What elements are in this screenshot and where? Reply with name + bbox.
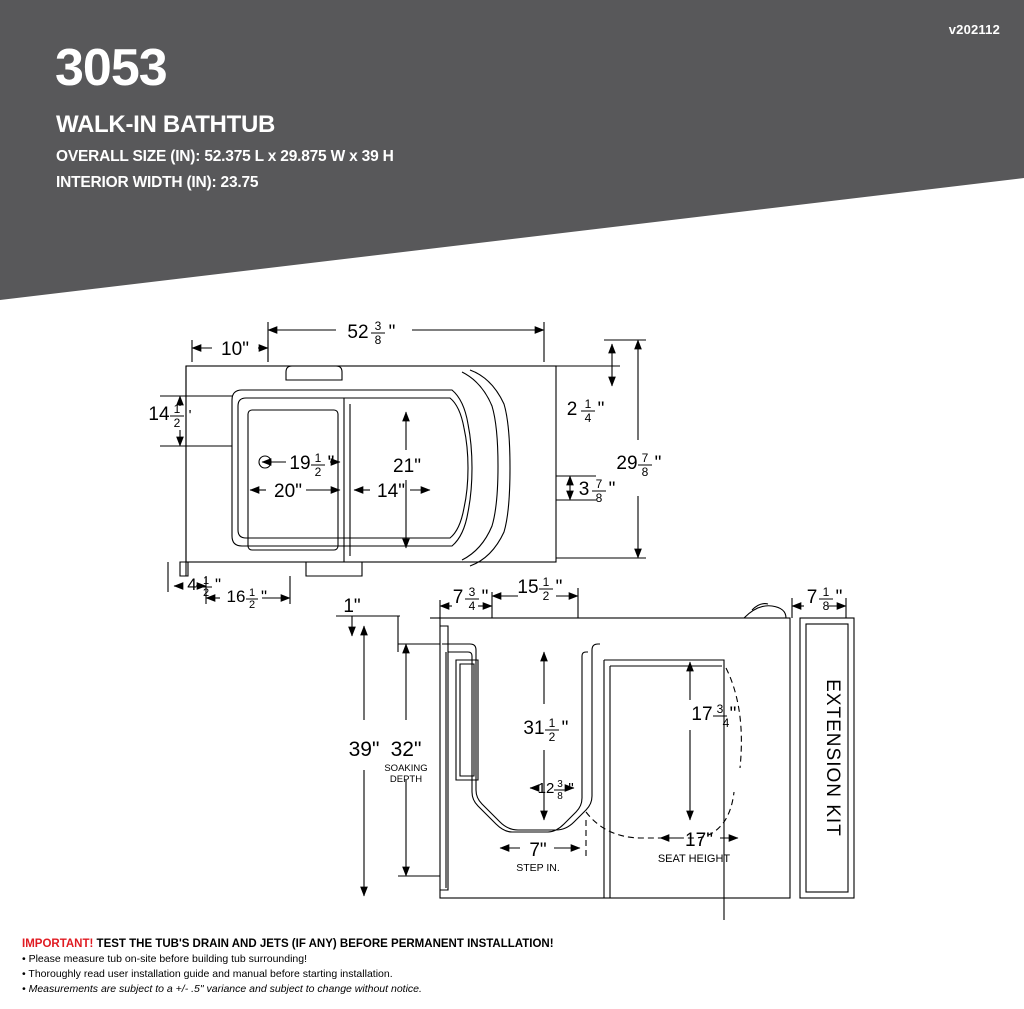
- dim-width-den: 8: [641, 465, 649, 479]
- dim-right-b-num: 7: [595, 477, 603, 491]
- extension-kit-label: EXTENSION KIT: [822, 679, 843, 837]
- dim-soaking-32: 32": [390, 738, 422, 761]
- important-line: [22, 938, 922, 950]
- dim-1512-unit: ": [555, 577, 563, 598]
- dim-1512-num: 1: [542, 575, 550, 589]
- soaking-label-line2: DEPTH: [389, 774, 423, 785]
- dim-door-offset: 10": [221, 339, 249, 360]
- dim-left-depth-whole: 14: [148, 404, 170, 425]
- dim-door-h-unit: ": [561, 718, 569, 739]
- dim-door-h-den: 2: [548, 730, 556, 744]
- dim-734-den: 4: [468, 599, 476, 613]
- dim-inner-14: 14": [377, 481, 405, 502]
- dim-right-b-den: 8: [595, 491, 603, 505]
- important-rest: TEST THE TUB'S DRAIN AND JETS (IF ANY) BEFORE PERMANENT INSTALLATION!: [93, 938, 554, 950]
- important-word: IMPORTANT!: [22, 938, 94, 950]
- dim-height-39: 39": [348, 738, 380, 761]
- dim-bot-a-num: 1: [202, 575, 210, 587]
- dim-back-den: 4: [722, 716, 730, 730]
- dim-topright-unit: ": [597, 399, 605, 420]
- dim-1512-whole: 15: [517, 577, 539, 598]
- dim-topright-whole: 2: [566, 399, 578, 420]
- interior-width-label: INTERIOR WIDTH (IN): 23.75: [56, 174, 259, 191]
- dim-seat-w-unit: ": [327, 453, 335, 474]
- footer-note-1: • Thoroughly read user installation guide and manual before starting installation.: [22, 968, 393, 980]
- dim-734-unit: ": [481, 587, 489, 608]
- dim-seat-w-num: 1: [314, 451, 322, 465]
- dim-length-whole: 52: [347, 322, 369, 343]
- dim-inner-21: 21": [393, 456, 421, 477]
- dim-width-whole: 29: [616, 453, 638, 474]
- dim-seat-17: 17": [685, 830, 713, 851]
- dim-length-den: 8: [374, 333, 382, 347]
- dim-step-in: 7": [529, 840, 547, 861]
- dim-bot-b-whole: 16: [226, 587, 246, 606]
- dim-back-whole: 17: [691, 704, 713, 725]
- model-number: 3053: [55, 39, 167, 97]
- dim-thresh-whole: 12: [537, 780, 555, 797]
- dim-thresh-unit: ": [568, 780, 574, 797]
- footer-note-0: • Please measure tub on-site before building tub surrounding!: [22, 953, 308, 965]
- dim-734-whole: 7: [452, 587, 464, 608]
- dim-718-whole: 7: [806, 587, 818, 608]
- dim-width-num: 7: [641, 451, 649, 465]
- dim-seat-w-whole: 19: [289, 453, 311, 474]
- dim-bot-a-whole: 4: [187, 575, 197, 594]
- dim-734-num: 3: [468, 585, 476, 599]
- dim-inner-20: 20": [274, 481, 302, 502]
- soaking-label-line1: SOAKING: [384, 763, 428, 774]
- product-type: WALK-IN BATHTUB: [56, 111, 276, 138]
- dim-length-unit: ": [388, 322, 396, 343]
- footer-note-2: • Measurements are subject to a +/- .5" variance and subject to change without notice.: [22, 983, 422, 995]
- dim-thresh-den: 8: [557, 791, 563, 802]
- dim-left-depth-num: 1: [173, 402, 181, 416]
- dim-718-unit: ": [835, 587, 843, 608]
- dim-seat-w-den: 2: [314, 465, 322, 479]
- dim-bot-a-den: 2: [202, 587, 210, 599]
- dim-back-num: 3: [716, 702, 724, 716]
- dim-door-h-whole: 31: [523, 718, 545, 739]
- dim-left-depth-unit: ': [188, 407, 192, 424]
- dim-length-num: 3: [374, 319, 382, 333]
- dim-door-h-num: 1: [548, 716, 556, 730]
- dim-left-depth-den: 2: [173, 416, 181, 430]
- dim-bot-a-unit: ": [214, 575, 222, 594]
- dim-width-unit: ": [654, 453, 662, 474]
- dim-topright-num: 1: [584, 397, 592, 411]
- step-in-label: STEP IN.: [516, 862, 560, 874]
- dim-topright-den: 4: [584, 411, 592, 425]
- dim-718-den: 8: [822, 599, 830, 613]
- version-label: v202112: [948, 22, 1000, 37]
- dim-back-unit: ": [729, 704, 737, 725]
- dim-right-b-whole: 3: [578, 479, 590, 500]
- dim-front-top1: 1": [343, 596, 361, 617]
- dim-1512-den: 2: [542, 589, 550, 603]
- dim-bot-b-num: 1: [248, 587, 256, 599]
- dim-718-num: 1: [822, 585, 830, 599]
- footer-notes: [22, 938, 922, 995]
- seat-height-label: SEAT HEIGHT: [657, 853, 731, 865]
- technical-drawing: [0, 300, 1024, 920]
- dim-bot-b-den: 2: [248, 599, 256, 611]
- dim-right-b-unit: ": [608, 479, 616, 500]
- dim-thresh-num: 3: [557, 779, 563, 790]
- overall-size-label: OVERALL SIZE (IN): 52.375 L x 29.875 W x 39 H: [56, 148, 394, 165]
- dim-bot-b-unit: ": [260, 587, 268, 606]
- drawing-svg: [0, 300, 1024, 920]
